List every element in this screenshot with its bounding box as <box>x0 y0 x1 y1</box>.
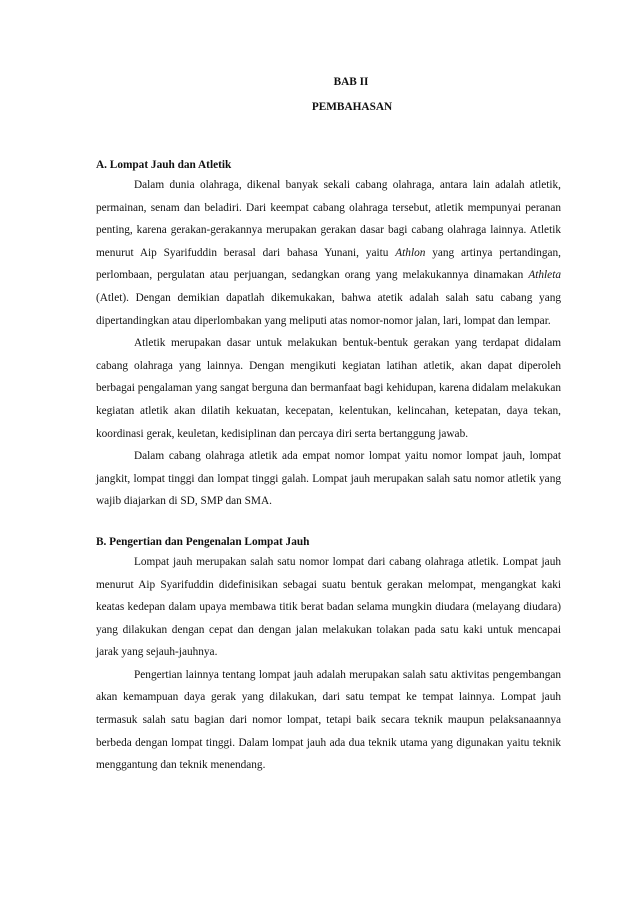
paragraph-text: yang artinya pertandingan, perlombaan, pergulatan atau perjuangan, sedangkan orang yang melakukannya dinamakan <box>96 246 562 282</box>
section-b-paragraph-2: Pengertian lainnya tentang lompat jauh adalah merupakan salah satu aktivitas pengembangan akan kemampuan daya gerak yang dilakukan, dari satu tempat ke tempat lainnya. Lompat jauh termasuk salah satu bagian dari nomor lompat, tetapi baik secara teknik maupun pelaksanaannya berbeda dengan lompat tinggi. Dalam lompat jauh ada dua teknik utama yang digunakan yaitu teknik menggantung dan teknik menendang. <box>96 668 561 772</box>
section-b-heading: B. Pengertian dan Pengenalan Lompat Jauh <box>96 535 310 548</box>
section-a-heading: A. Lompat Jauh dan Atletik <box>96 159 232 171</box>
paragraph-text: (Atlet). Dengan demikian dapatlah dikemukakan, bahwa atetik adalah salah satu cabang yang dipertandingkan atau diperlombakan yang meliputi atas nomor-nomor jalan, lari, lompat dan lempar. <box>96 291 561 327</box>
document-body <box>96 74 561 777</box>
section-a-paragraph-3: Dalam cabang olahraga atletik ada empat nomor lompat yaitu nomor lompat jauh, lompat jangkit, lompat tinggi dan lompat tinggi galah. Lompat jauh merupakan salah satu nomor atletik yang wajib diajarkan di SD, SMP dan SMA. <box>96 450 561 508</box>
chapter-title: PEMBAHASAN <box>311 101 393 113</box>
italic-term-athlon: Athlon <box>395 246 426 259</box>
paragraph-text: Dalam dunia olahraga, dikenal banyak sekali cabang olahraga, antara lain adalah atletik, permainan, senam dan beladiri. Dari keempat cabang olahraga tersebut, atletik mempunyai peranan penting, karena gerakan-gerakannya merupakan gerakan dasar bagi cabang olahraga lainnya. Atletik menurut Aip Syarifuddin berasal dari bahasa Yunani, yaitu <box>96 179 561 259</box>
section-a-paragraph-1 <box>96 174 561 332</box>
section-b-paragraph-1: Lompat jauh merupakan salah satu nomor lompat dari cabang olahraga atletik. Lompat jauh menurut Aip Syarifuddin didefinisikan sebagai suatu bentuk gerakan melompat, mengangkat kaki keatas kedepan dalam upaya membawa titik berat badan selama mungkin diudara (melayang diudara) yang dilakukan dengan cepat dan dengan jalan melakukan tolakan pada satu kaki untuk mencapai jarak yang sejauh-jauhnya. <box>96 555 561 659</box>
italic-term-athleta: Athleta <box>528 269 561 282</box>
chapter-number: BAB II <box>333 76 369 88</box>
section-a-paragraph-2: Atletik merupakan dasar untuk melakukan bentuk-bentuk gerakan yang terdapat didalam cabang olahraga yang lainnya. Dengan mengikuti kegiatan latihan atletik, akan dapat diperoleh berbagai pengalaman yang sangat berguna dan bermanfaat bagi kehidupan, karena didalam melakukan kegiatan atletik akan dilatih kekuatan, kecepatan, kelentukan, kelincahan, ketepatan, daya tekan, koordinasi gerak, keuletan, kedisiplinan dan percaya diri serta bertanggung jawab. <box>96 337 561 440</box>
